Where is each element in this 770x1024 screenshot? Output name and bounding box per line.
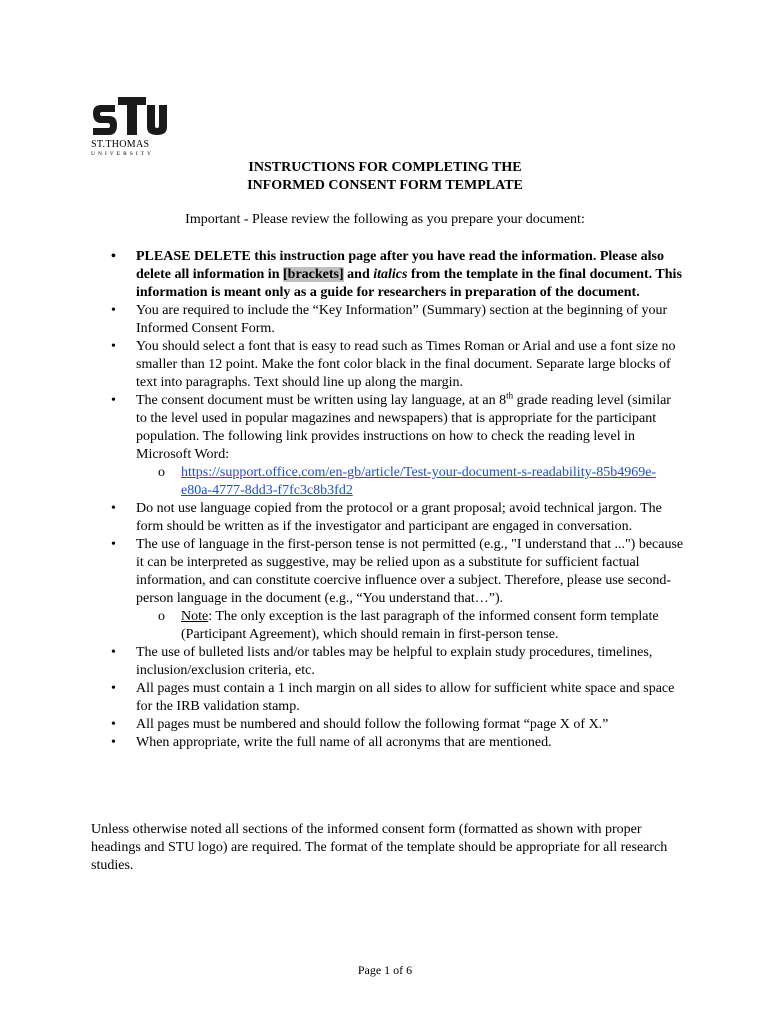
instruction-list [0, 248, 770, 752]
list-item [0, 644, 684, 680]
item-text: PLEASE DELETE this instruction page after you have read the information. Please also delete all information in [136, 249, 665, 282]
item-text: Do not use language copied from the protocol or a grant proposal; avoid technical jargon. The form should be written as if the investigator and participant are engaged in conversation. [136, 501, 662, 534]
list-item [0, 734, 684, 752]
list-item [0, 248, 684, 302]
logo-subtitle: UNIVERSITY [91, 151, 154, 157]
bullet-icon: • [111, 501, 116, 516]
document-title-line-1: INSTRUCTIONS FOR COMPLETING THE [248, 160, 522, 175]
item-text: The use of language in the first-person tense is not permitted (e.g., "I understand that ...") because it can be interpreted as suggestive, may be relied upon as a substitute for sufficient factual information, and can constitute coercive influence over a subject. Therefore, please use second-person language in the document (e.g., “You understand that…”). [136, 537, 684, 606]
circle-bullet-icon: o [158, 609, 165, 624]
item-text: You are required to include the “Key Information” (Summary) section at the beginning of your Informed Consent Form. [136, 303, 668, 336]
page-number: Page 1 of 6 [357, 963, 413, 977]
readability-link[interactable]: https://support.office.com/en-gb/article/Test-your-document-s-readability-85b4969e-e80a-4777-8dd3-f7fc3c8b3fd2 [181, 465, 657, 498]
note-label: Note [181, 609, 209, 624]
superscript: th [506, 390, 514, 401]
item-text: from the template in the final document. This information is meant only as a guide for researchers in preparation of the document. [136, 267, 682, 300]
item-text: When appropriate, write the full name of all acronyms that are mentioned. [136, 735, 552, 750]
bullet-icon: • [111, 303, 116, 318]
bullet-icon: • [111, 717, 116, 732]
bullet-icon: • [111, 645, 116, 660]
circle-bullet-icon: o [158, 465, 165, 480]
list-item [0, 338, 684, 392]
item-text: grade reading level (similar to the level used in popular magazines and newspapers) that is appropriate for the participant population. The following link provides instructions on how to check the reading level in Microsoft Word: [136, 393, 671, 462]
document-title-line-2: INFORMED CONSENT FORM TEMPLATE [247, 178, 523, 193]
item-text: and [343, 267, 374, 282]
bullet-icon: • [111, 681, 116, 696]
bullet-icon: • [111, 393, 116, 408]
bullet-icon: • [111, 249, 116, 264]
list-item [0, 302, 684, 338]
italics-word: italics [373, 267, 408, 282]
bullet-icon: • [111, 339, 116, 354]
list-item [0, 392, 684, 500]
list-item [0, 680, 684, 716]
note-text: : The only exception is the last paragraph of the informed consent form template (Participant Agreement), which should remain in first-person tense. [181, 609, 659, 642]
item-text: All pages must contain a 1 inch margin on all sides to allow for sufficient white space and space for the IRB validation stamp. [136, 681, 675, 714]
item-text: The use of bulleted lists and/or tables may be helpful to explain study procedures, timelines, inclusion/exclusion criteria, etc. [136, 645, 653, 678]
closing-paragraph: Unless otherwise noted all sections of the informed consent form (formatted as shown with proper headings and STU logo) are required. The format of the template should be appropriate for all research studies. [91, 822, 668, 873]
sub-list-item [136, 464, 684, 500]
item-text: All pages must be numbered and should follow the following format “page X of X.” [136, 717, 609, 732]
logo-wordmark: ST.THOMAS [91, 139, 150, 150]
list-item [0, 716, 684, 734]
item-text: You should select a font that is easy to read such as Times Roman or Arial and use a font size no smaller than 12 point. Make the font color black in the final document. Separate large blocks of text into paragraphs. Text should line up along the margin. [136, 339, 676, 390]
important-note: Important - Please review the following as you prepare your document: [185, 212, 585, 227]
brackets-highlight: [brackets] [283, 267, 344, 282]
list-item [0, 536, 684, 644]
bullet-icon: • [111, 735, 116, 750]
sub-list-item [136, 608, 684, 644]
list-item [0, 500, 684, 536]
item-text: The consent document must be written using lay language, at an 8 [136, 393, 507, 408]
bullet-icon: • [111, 537, 116, 552]
